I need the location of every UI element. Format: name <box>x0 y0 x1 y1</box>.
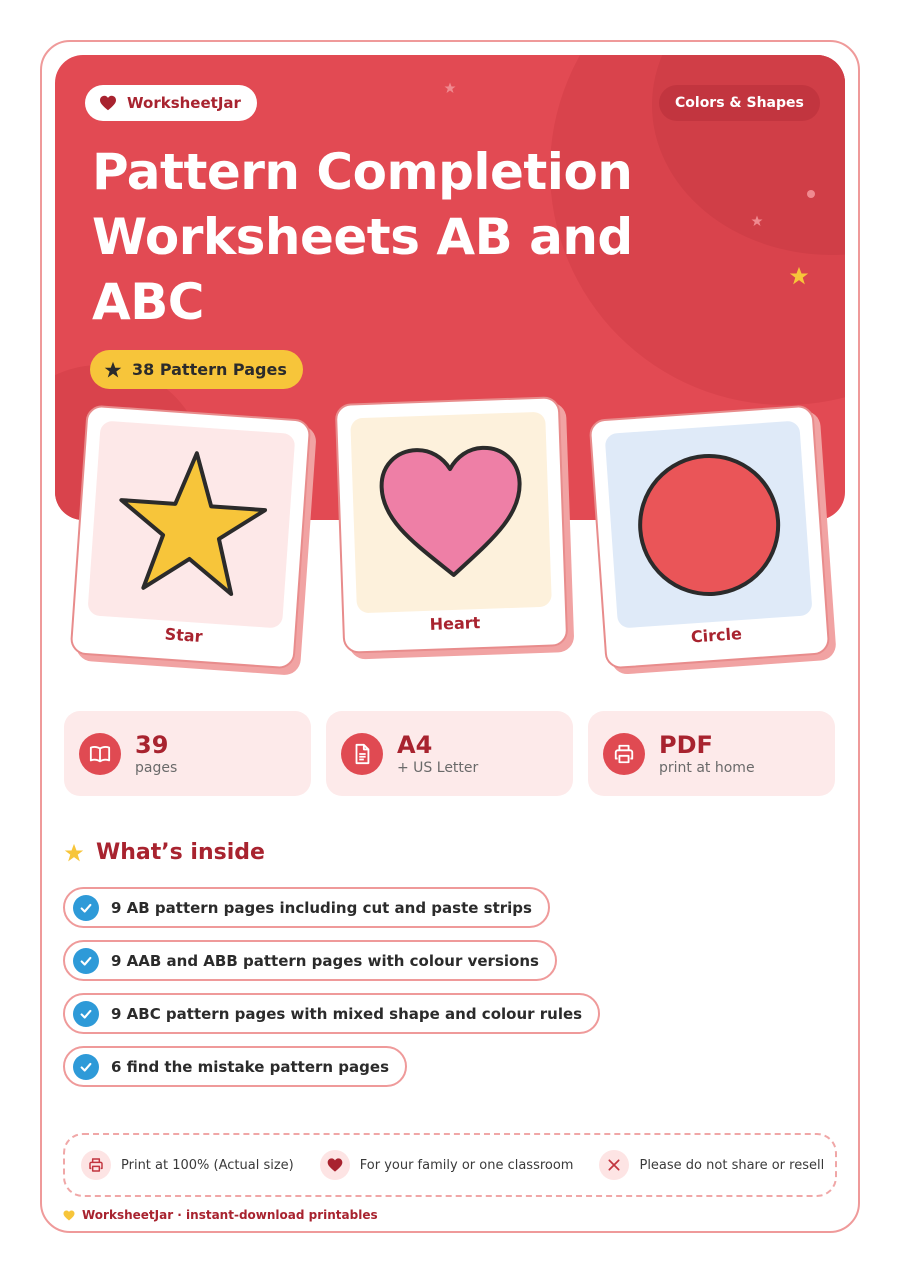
brand-badge <box>85 85 257 121</box>
circle-shape-icon <box>629 444 789 604</box>
shape-card-star <box>70 404 312 669</box>
heart-icon <box>63 1210 75 1221</box>
usage-notes <box>63 1133 837 1197</box>
section-heading <box>64 840 265 865</box>
stat-pages <box>64 711 311 796</box>
card-label: Circle <box>690 624 743 647</box>
list-item <box>63 940 557 981</box>
stat-subtitle: print at home <box>659 759 755 776</box>
stat-value: PDF <box>659 730 713 759</box>
list-item-text: 9 AAB and ABB pattern pages with colour versions <box>111 951 539 970</box>
check-icon <box>73 1054 99 1080</box>
list-item <box>63 1046 407 1087</box>
check-icon <box>73 948 99 974</box>
note-text: Print at 100% (Actual size) <box>121 1157 294 1173</box>
stat-value: A4 <box>397 730 433 759</box>
section-heading-text: What’s inside <box>96 840 265 865</box>
stat-icon-circle <box>341 733 383 775</box>
note-license <box>320 1150 574 1180</box>
shape-card-heart <box>335 396 569 654</box>
book-icon <box>89 743 111 765</box>
card-image-area <box>350 412 552 614</box>
page-count-badge <box>90 350 303 389</box>
page-title: Pattern Completion Worksheets AB and ABC <box>92 143 633 331</box>
footer-text: WorksheetJar · instant-download printables <box>82 1208 378 1222</box>
stat-icon-circle <box>79 733 121 775</box>
list-item <box>63 993 600 1034</box>
list-item-text: 6 find the mistake pattern pages <box>111 1057 389 1076</box>
star-icon <box>104 361 122 379</box>
sparkle-star-icon <box>751 215 763 227</box>
sparkle-star-icon <box>789 266 809 286</box>
printer-icon <box>613 743 635 765</box>
note-text: For your family or one classroom <box>359 1157 574 1173</box>
footer <box>63 1208 378 1222</box>
note-text: Please do not share or resell <box>639 1157 825 1173</box>
list-item-text: 9 ABC pattern pages with mixed shape and colour rules <box>111 1004 583 1023</box>
card-label: Heart <box>429 613 481 634</box>
heart-icon <box>320 1150 350 1180</box>
printer-icon <box>81 1150 111 1180</box>
cross-icon <box>599 1150 629 1180</box>
category-badge <box>659 85 820 121</box>
stat-icon-circle <box>603 733 645 775</box>
note-print <box>81 1150 294 1180</box>
sparkle-star-icon <box>444 82 456 94</box>
card-image-area <box>87 420 295 628</box>
list-item-text: 9 AB pattern pages including cut and paste strips <box>111 898 532 917</box>
stat-format <box>588 711 835 796</box>
heart-icon <box>99 95 117 111</box>
card-image-area <box>605 420 813 628</box>
star-shape-icon <box>106 439 277 610</box>
stat-paper-size <box>326 711 573 796</box>
stat-subtitle: + US Letter <box>397 759 479 776</box>
star-icon <box>64 843 84 863</box>
stat-subtitle: pages <box>135 759 178 776</box>
check-icon <box>73 895 99 921</box>
shape-card-circle <box>589 404 831 669</box>
stat-value: 39 <box>135 730 169 759</box>
check-icon <box>73 1001 99 1027</box>
page-count-label: 38 Pattern Pages <box>132 360 287 379</box>
heart-shape-icon <box>374 440 529 585</box>
list-item <box>63 887 550 928</box>
brand-name: WorksheetJar <box>127 94 241 112</box>
document-icon <box>351 743 373 765</box>
note-no-share <box>599 1150 824 1180</box>
sparkle-dot-icon <box>806 189 816 199</box>
category-label: Colors & Shapes <box>675 95 804 111</box>
card-label: Star <box>164 624 204 647</box>
